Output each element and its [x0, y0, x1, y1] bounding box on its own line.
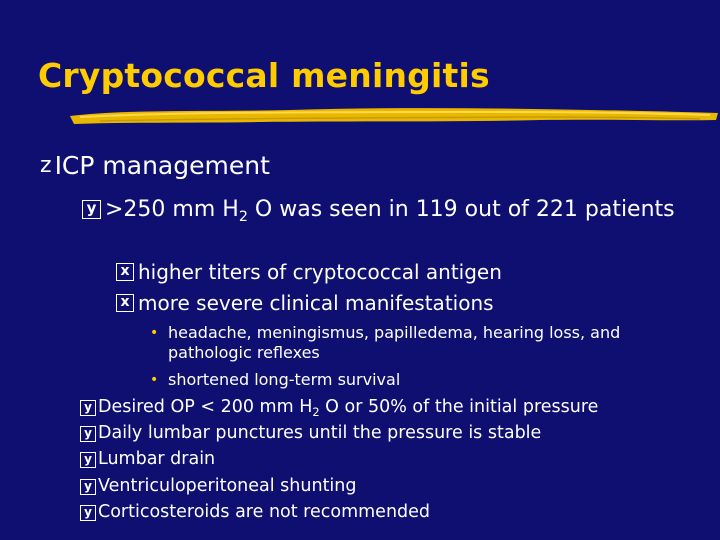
dot-bullet-icon: •	[150, 325, 159, 341]
detail-text: shortened long-term survival	[168, 370, 401, 389]
subbullet-clinical-manifestations	[116, 291, 494, 315]
detail-symptoms	[150, 323, 680, 363]
bullet-text: Desired OP < 200 mm $H_2$ O or 50% of the initial pressure	[98, 397, 599, 419]
bullet-opening-pressure	[82, 195, 682, 225]
y-bullet-icon: y	[80, 479, 96, 495]
bullet-text: >250 mm $H_2$ O was seen in 119 out of 221 patients	[105, 197, 675, 225]
subbullet-text: higher titers of cryptococcal antigen	[138, 260, 502, 284]
bullet-text: Ventriculoperitoneal shunting	[98, 476, 357, 496]
bullet-vp-shunting	[80, 476, 357, 496]
dot-bullet-icon: •	[150, 372, 159, 388]
subbullet-text: more severe clinical manifestations	[138, 291, 494, 315]
y-bullet-icon: y	[80, 452, 96, 468]
y-bullet-icon: y	[80, 505, 96, 521]
bullet-text: Corticosteroids are not recommended	[98, 502, 431, 522]
detail-survival	[150, 370, 680, 390]
bullet-lumbar-punctures	[80, 423, 541, 443]
z-bullet-icon: z	[40, 153, 52, 178]
detail-text: headache, meningismus, papilledema, hearing loss, and pathologic reflexes	[168, 323, 621, 362]
y-bullet-icon: y	[82, 200, 101, 219]
x-bullet-icon: x	[116, 263, 134, 281]
bullet-corticosteroids	[80, 502, 430, 522]
bullet-desired-op	[80, 397, 598, 417]
bullet-icp-management	[40, 151, 270, 181]
subbullet-antigen-titers	[116, 260, 502, 284]
slide-title: Cryptococcal meningitis	[38, 56, 490, 95]
x-bullet-icon: x	[116, 294, 134, 312]
y-bullet-icon: y	[80, 400, 96, 416]
y-bullet-icon: y	[80, 426, 96, 442]
bullet-text: Daily lumbar punctures until the pressure is stable	[98, 423, 542, 443]
icp-management-text: ICP management	[54, 151, 270, 180]
bullet-text: Lumbar drain	[98, 449, 216, 469]
title-underline-brushstroke	[70, 100, 720, 130]
bullet-lumbar-drain	[80, 449, 215, 469]
